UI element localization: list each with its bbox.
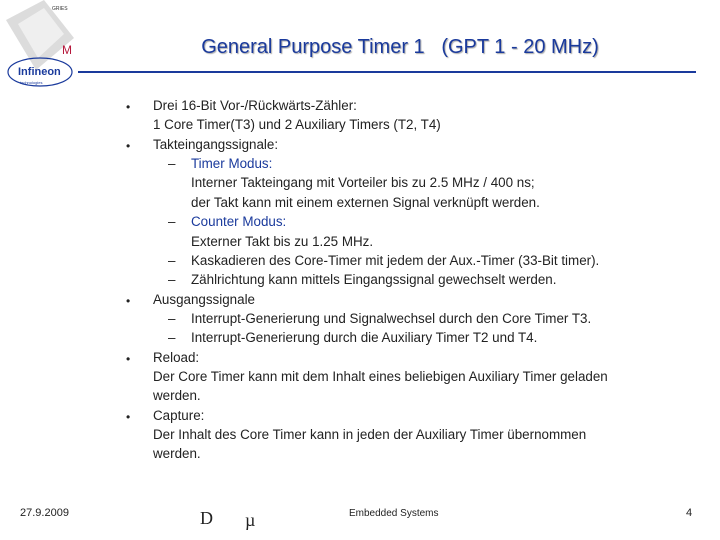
sub-direction-line: Zählrichtung kann mittels Eingangssignal gewechselt werden. xyxy=(191,272,557,287)
bullet-3-line-1: Ausgangssignale xyxy=(153,292,255,307)
title-divider xyxy=(78,71,696,73)
bullet-4-line-1: Reload: xyxy=(153,350,200,365)
sub-counter-mode-line-1: Externer Takt bis zu 1.25 MHz. xyxy=(191,234,374,249)
sub-interrupt-core-line: Interrupt-Generierung und Signalwechsel durch den Core Timer T3. xyxy=(191,311,592,326)
bullet-4-line-3: werden. xyxy=(153,388,201,403)
sub-timer-mode-line-2: der Takt kann mit einem externen Signal verknüpft werden. xyxy=(191,195,540,210)
sub-dash: – xyxy=(168,156,176,171)
footer-mu-symbol: µ xyxy=(245,510,256,530)
bullet-dot: • xyxy=(126,100,131,114)
sub-dash: – xyxy=(168,272,176,287)
bullet-dot: • xyxy=(126,410,131,424)
sub-dash: – xyxy=(168,253,176,268)
bullet-dot: • xyxy=(126,352,131,366)
footer-date: 27.9.2009 xyxy=(20,507,69,519)
bullet-5-line-2: Der Inhalt des Core Timer kann in jeden der Auxiliary Timer übernommen xyxy=(153,427,587,442)
bullet-dot: • xyxy=(126,139,131,153)
bullet-dot: • xyxy=(126,294,131,308)
bullet-1-line-1: Drei 16-Bit Vor-/Rückwärts-Zähler: xyxy=(153,98,357,113)
logo-brand-text: Infineon xyxy=(18,66,61,78)
logo-top-text: GRIES xyxy=(52,6,68,12)
slide-title: General Purpose Timer 1 (GPT 1 - 20 MHz) xyxy=(201,36,599,58)
sub-timer-mode-line-1: Interner Takteingang mit Vorteiler bis zu 2.5 MHz / 400 ns; xyxy=(191,175,535,190)
logo-tagline-text: technologies xyxy=(20,80,43,85)
bullet-1-line-2: 1 Core Timer(T3) und 2 Auxiliary Timers (T2, T4) xyxy=(153,117,441,132)
sub-dash: – xyxy=(168,214,176,229)
footer-d-symbol: D xyxy=(200,508,213,528)
sub-cascade-line: Kaskadieren des Core-Timer mit jedem der Aux.-Timer (33-Bit timer). xyxy=(191,253,600,268)
sub-counter-mode-label: Counter Modus: xyxy=(191,214,287,229)
footer-course-name: Embedded Systems xyxy=(349,508,439,519)
bullet-4-line-2: Der Core Timer kann mit dem Inhalt eines beliebigen Auxiliary Timer geladen xyxy=(153,369,608,384)
sub-interrupt-aux-line: Interrupt-Generierung durch die Auxiliary Timer T2 und T4. xyxy=(191,330,538,345)
svg-text:M: M xyxy=(62,43,72,57)
bullet-2-line-1: Takteingangssignale: xyxy=(153,137,279,152)
page-number: 4 xyxy=(686,507,693,519)
sub-dash: – xyxy=(168,311,176,326)
bullet-5-line-1: Capture: xyxy=(153,408,205,423)
sub-timer-mode-label: Timer Modus: xyxy=(191,156,273,171)
bullet-5-line-3: werden. xyxy=(153,446,201,461)
sub-dash: – xyxy=(168,330,176,345)
